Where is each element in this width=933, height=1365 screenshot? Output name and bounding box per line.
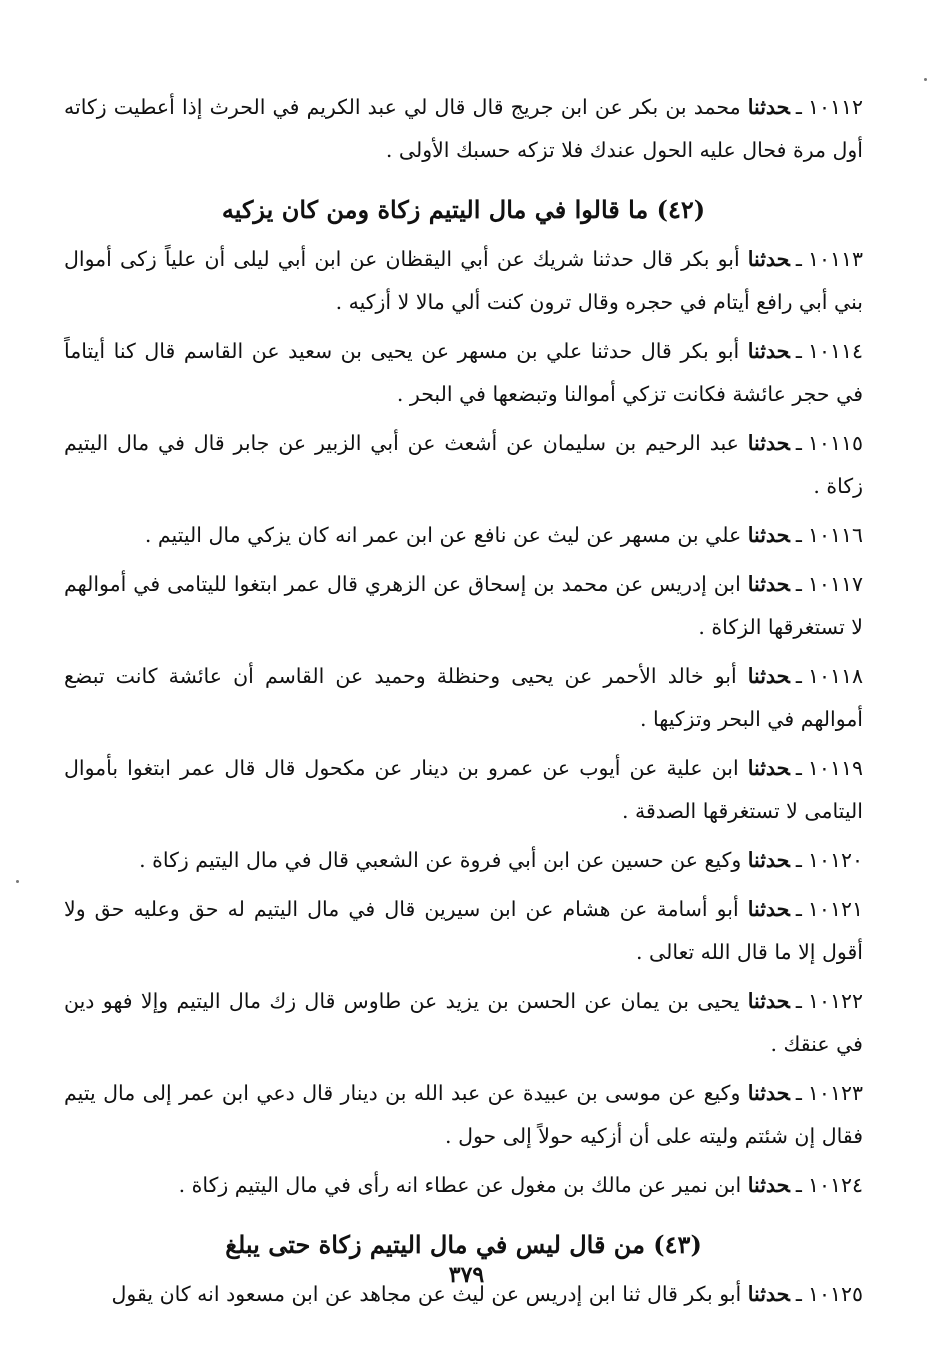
hadith-text: وكيع عن موسى بن عبيدة عن عبد الله بن دينار قال دعي ابن عمر إلى مال يتيم فقال إن شئتم وليته على أن أزكيه حولاً إلى حول . — [64, 1081, 863, 1148]
hadith-paragraph — [64, 422, 863, 508]
narration-lead: حدثنا — [747, 339, 790, 363]
separator-dash: ـ — [795, 339, 802, 363]
chapter-heading: (٤٣) من قال ليس في مال اليتيم زكاة حتى يبلغ — [225, 1230, 702, 1259]
chapter-heading: (٤٢) ما قالوا في مال اليتيم زكاة ومن كان يزكيه — [221, 195, 706, 224]
separator-dash: ـ — [795, 1173, 802, 1197]
narration-lead: حدثنا — [747, 431, 790, 455]
hadith-paragraph — [64, 330, 863, 416]
hadith-text: عبد الرحيم بن سليمان عن أشعث عن أبي الزبير عن جابر قال في مال اليتيم زكاة . — [64, 431, 863, 498]
hadith-text: علي بن مسهر عن ليث عن نافع عن ابن عمر انه كان يزكي مال اليتيم . — [144, 523, 742, 547]
hadith-number: ١٠١١٦ — [807, 523, 863, 547]
narration-lead: حدثنا — [747, 989, 790, 1013]
narration-lead: حدثنا — [747, 664, 790, 688]
separator-dash: ـ — [795, 572, 802, 596]
separator-dash: ـ — [795, 848, 802, 872]
hadith-paragraph — [64, 238, 863, 324]
hadith-number: ١٠١١٨ — [807, 664, 863, 688]
separator-dash: ـ — [795, 523, 802, 547]
separator-dash: ـ — [795, 664, 802, 688]
hadith-paragraph — [64, 980, 863, 1066]
hadith-text: أبو خالد الأحمر عن يحيى وحنظلة وحميد عن القاسم أن عائشة كانت تبضع أموالهم في البحر وتزكيها . — [64, 664, 863, 731]
hadith-text: أبو بكر قال ثنا ابن إدريس عن ليث عن مجاهد عن ابن مسعود انه كان يقول — [111, 1282, 742, 1306]
hadith-text: أبو بكر قال حدثنا شريك عن أبي اليقظان عن ابن أبي ليلى أن علياً زكى أموال بني أبي رافع أيتام في حجره وقال ترون كنت ألي مالا لا أزكيه . — [64, 247, 863, 314]
hadith-text: ابن نمير عن مالك بن مغول عن عطاء انه رأى في مال اليتيم زكاة . — [178, 1173, 742, 1197]
narration-lead: حدثنا — [747, 756, 790, 780]
separator-dash: ـ — [795, 431, 802, 455]
hadith-number: ١٠١٢٢ — [807, 989, 863, 1013]
hadith-paragraph — [64, 86, 863, 172]
hadith-number: ١٠١١٢ — [807, 95, 863, 119]
separator-dash: ـ — [795, 95, 802, 119]
hadith-text: يحيى بن يمان عن الحسن بن يزيد عن طاوس قال زك مال اليتيم وإلا فهو دين في عنقك . — [64, 989, 863, 1056]
hadith-number: ١٠١٢٠ — [807, 848, 863, 872]
narration-lead: حدثنا — [747, 1173, 790, 1197]
narration-lead: حدثنا — [747, 95, 790, 119]
hadith-text: محمد بن بكر عن ابن جريج قال قال لي عبد الكريم في الحرث إذا أعطيت زكاته أول مرة فحال عليه الحول عندك فلا تزكه حسبك الأولى . — [64, 95, 863, 162]
hadith-paragraph — [64, 888, 863, 974]
hadith-paragraph — [64, 1164, 863, 1207]
hadith-paragraph — [64, 1072, 863, 1158]
page-number: ٣٧٩ — [448, 1262, 485, 1288]
hadith-number: ١٠١٢٥ — [807, 1282, 863, 1306]
hadith-number: ١٠١٢٣ — [807, 1081, 863, 1105]
scan-speck — [924, 78, 927, 81]
hadith-text: أبو أسامة عن هشام عن ابن سيرين قال في مال اليتيم له حق وعليه حق ولا أقول إلا ما قال الله تعالى . — [64, 897, 863, 964]
hadith-number: ١٠١١٣ — [807, 247, 863, 271]
hadith-paragraph — [64, 655, 863, 741]
hadith-text: أبو بكر قال حدثنا علي بن مسهر عن يحيى بن سعيد عن القاسم قال كنا أيتاماً في حجر عائشة فكانت تزكي أموالنا وتبضعها في البحر . — [64, 339, 863, 406]
separator-dash: ـ — [795, 756, 802, 780]
hadith-number: ١٠١١٩ — [807, 756, 863, 780]
hadith-text: وكيع عن حسين عن ابن أبي فروة عن الشعبي قال في مال اليتيم زكاة . — [139, 848, 742, 872]
narration-lead: حدثنا — [747, 523, 790, 547]
hadith-text: ابن إدريس عن محمد بن إسحاق عن الزهري قال عمر ابتغوا لليتامى في أموالهم لا تستغرقها الزكاة . — [64, 572, 863, 639]
scan-speck — [16, 880, 19, 883]
hadith-number: ١٠١١٤ — [807, 339, 863, 363]
hadith-number: ١٠١١٥ — [807, 431, 863, 455]
narration-lead: حدثنا — [747, 1081, 790, 1105]
narration-lead: حدثنا — [747, 1282, 790, 1306]
hadith-paragraph — [64, 747, 863, 833]
separator-dash: ـ — [795, 247, 802, 271]
hadith-text: ابن علية عن أيوب عن عمرو بن دينار عن مكحول قال قال عمر ابتغوا بأموال اليتامى لا تستغرقها الصدقة . — [64, 756, 863, 823]
separator-dash: ـ — [795, 989, 802, 1013]
hadith-paragraph — [64, 839, 863, 882]
separator-dash: ـ — [795, 1081, 802, 1105]
hadith-number: ١٠١٢١ — [807, 897, 863, 921]
hadith-paragraph — [64, 563, 863, 649]
narration-lead: حدثنا — [747, 247, 790, 271]
hadith-number: ١٠١١٧ — [807, 572, 863, 596]
narration-lead: حدثنا — [747, 897, 790, 921]
separator-dash: ـ — [795, 1282, 802, 1306]
narration-lead: حدثنا — [747, 572, 790, 596]
page-content — [64, 86, 863, 1316]
hadith-number: ١٠١٢٤ — [807, 1173, 863, 1197]
narration-lead: حدثنا — [747, 848, 790, 872]
separator-dash: ـ — [795, 897, 802, 921]
hadith-paragraph — [64, 514, 863, 557]
